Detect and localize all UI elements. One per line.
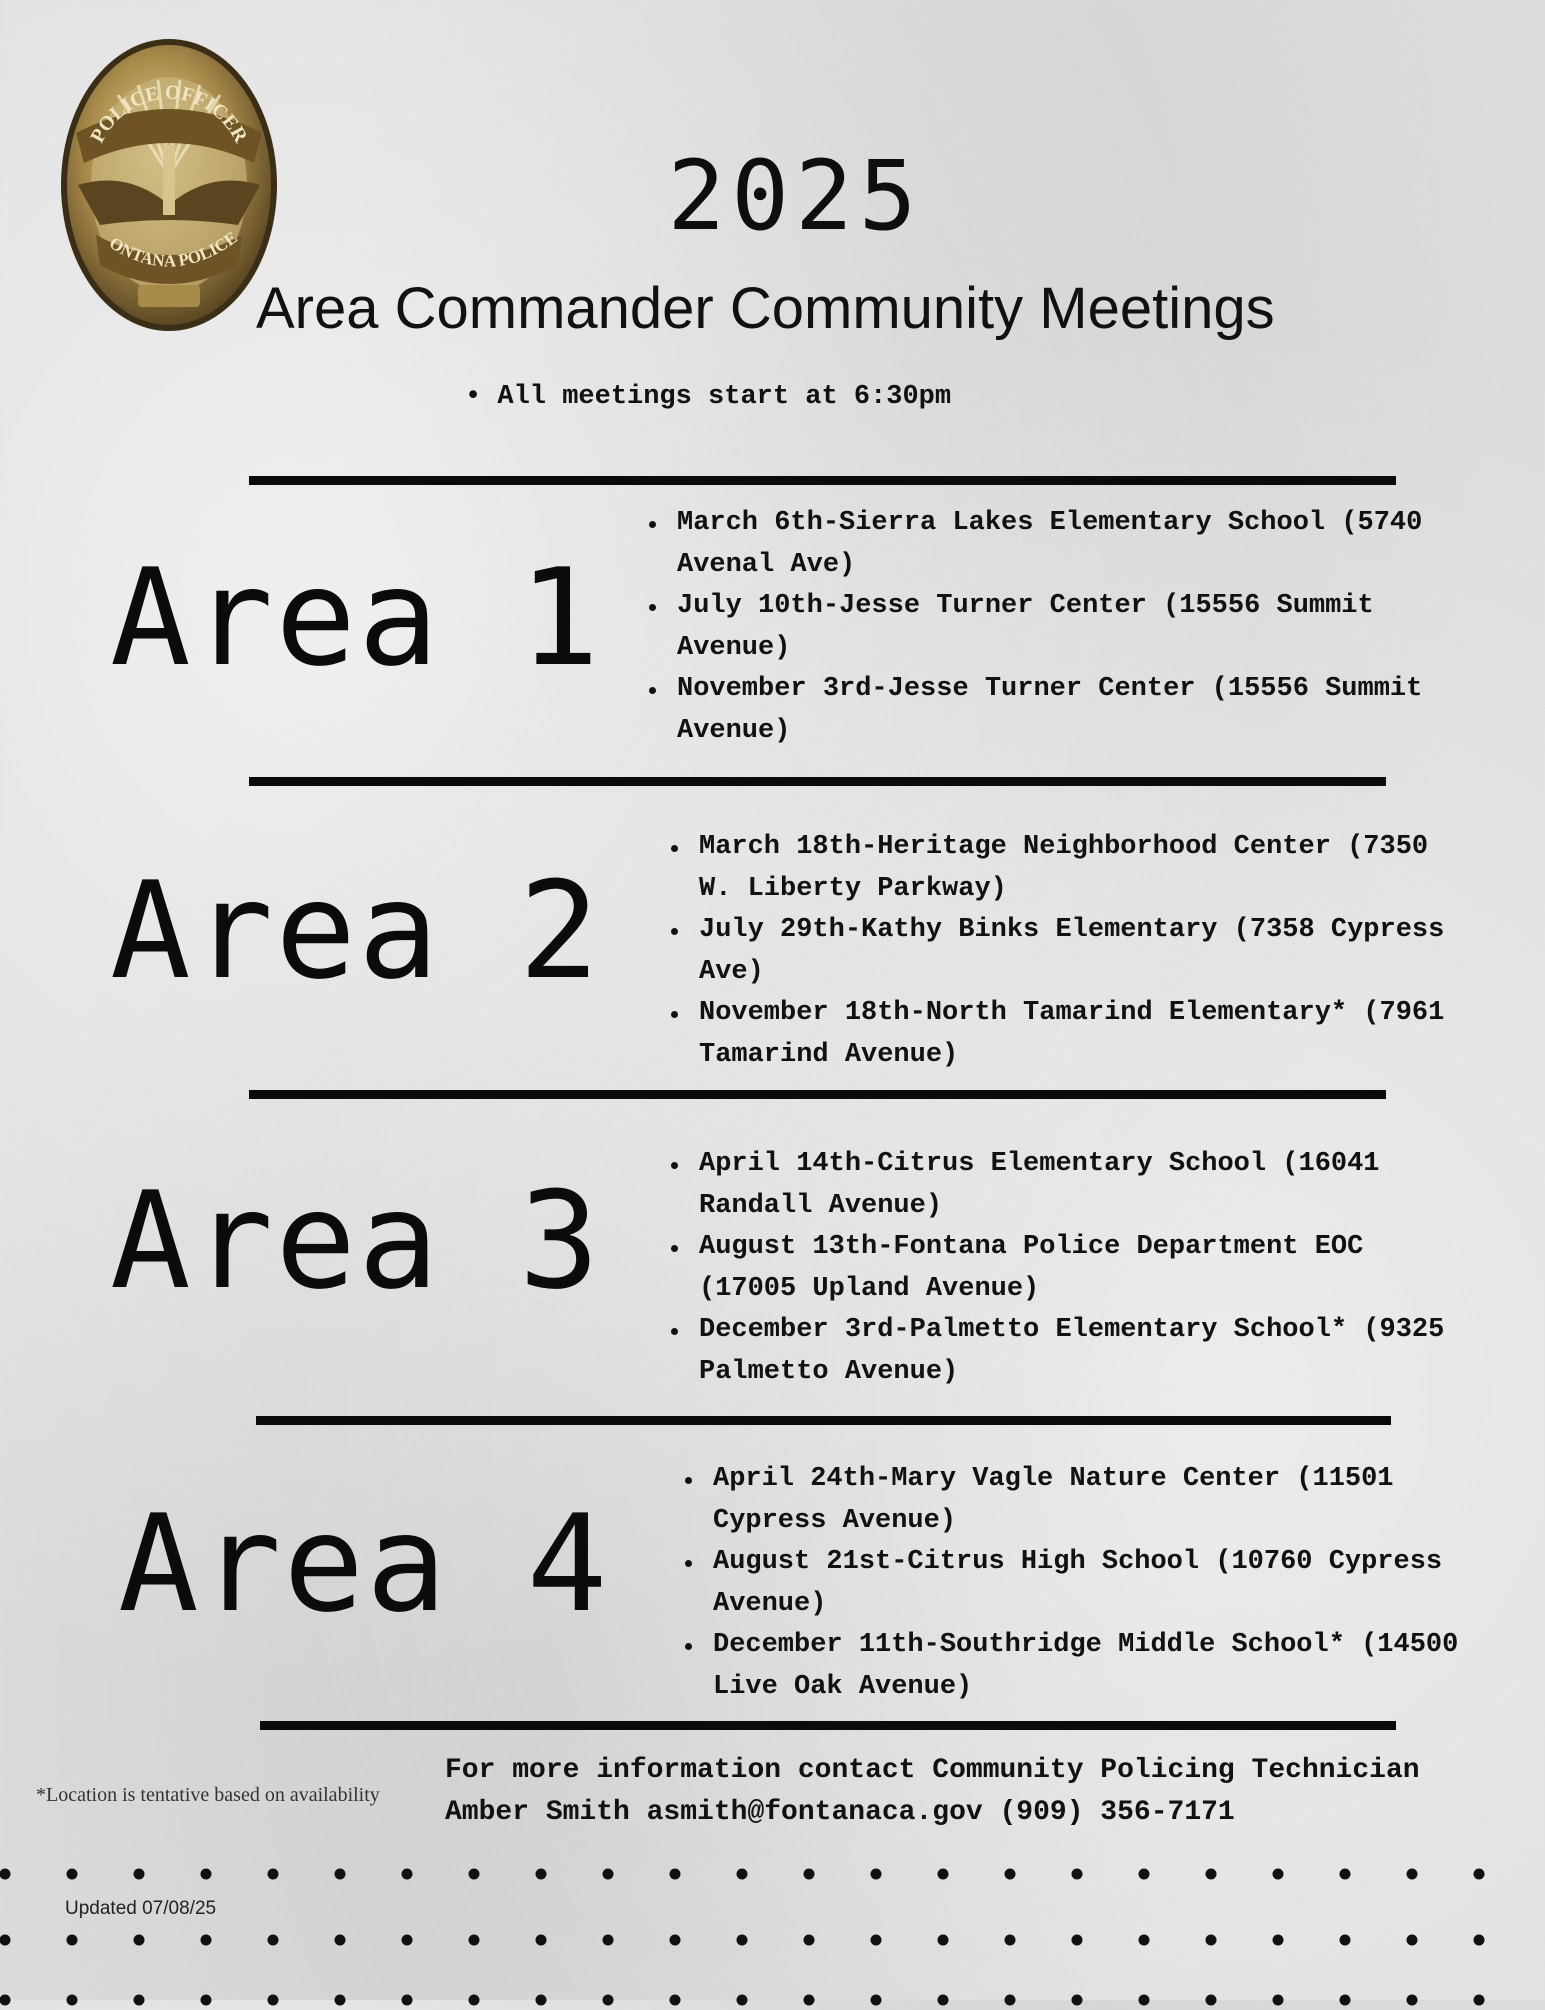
decorative-dot [737, 1935, 748, 1946]
decorative-dot [134, 1935, 145, 1946]
decorative-dot [871, 1869, 882, 1880]
list-item: December 11th-Southridge Middle School* (14500 Live Oak Avenue) [681, 1625, 1471, 1708]
decorative-dot [603, 1995, 614, 2006]
decorative-dot [268, 1995, 279, 2006]
decorative-dot [402, 1995, 413, 2006]
decorative-dot [1072, 1935, 1083, 1946]
contact-info [445, 1750, 1515, 1834]
decorative-dot [0, 1935, 11, 1946]
updated-date: Updated 07/08/25 [65, 1898, 217, 1919]
list-item: April 14th-Citrus Elementary School (16041 Randall Avenue) [667, 1144, 1467, 1227]
decorative-dot [1206, 1995, 1217, 2006]
area-label: Area [110, 1163, 441, 1319]
area-label: Area [118, 1486, 449, 1642]
year-heading: 2025 [667, 140, 923, 252]
list-item: April 24th-Mary Vagle Nature Center (11501 Cypress Avenue) [681, 1459, 1471, 1542]
decorative-dot [335, 1995, 346, 2006]
area-3-heading [110, 1163, 601, 1319]
decorative-dot [1340, 1935, 1351, 1946]
decorative-dot [1206, 1869, 1217, 1880]
meeting-time-note [465, 382, 951, 412]
decorative-dot [1474, 1995, 1485, 2006]
decorative-dot [268, 1935, 279, 1946]
area-number: 4 [526, 1486, 610, 1642]
decorative-dot [938, 1935, 949, 1946]
contact-line-1: For more information contact Community Policing Technician [445, 1755, 1420, 1786]
decorative-dot [268, 1869, 279, 1880]
decorative-dot [1340, 1995, 1351, 2006]
decorative-dot [1005, 1995, 1016, 2006]
area-number: 2 [518, 853, 602, 1009]
decorative-dot [1474, 1869, 1485, 1880]
area-2-heading [110, 853, 601, 1009]
decorative-dot [134, 1869, 145, 1880]
area-4-meetings [681, 1459, 1471, 1708]
contact-line-2: Amber Smith asmith@fontanaca.gov (909) 356-7171 [445, 1797, 1235, 1828]
decorative-dot [469, 1869, 480, 1880]
page-title: Area Commander Community Meetings [256, 276, 1275, 341]
decorative-dot [201, 1869, 212, 1880]
tentative-location-footnote: *Location is tentative based on availability [36, 1784, 380, 1806]
decorative-dot [1273, 1869, 1284, 1880]
decorative-dot [1474, 1935, 1485, 1946]
decorative-dot [1340, 1869, 1351, 1880]
list-item: July 29th-Kathy Binks Elementary (7358 Cypress Ave) [667, 910, 1457, 993]
decorative-dot [0, 1995, 11, 2006]
decorative-dot [1139, 1995, 1150, 2006]
decorative-dot [536, 1869, 547, 1880]
list-item: July 10th-Jesse Turner Center (15556 Summit Avenue) [645, 586, 1435, 669]
list-item: December 3rd-Palmetto Elementary School* (9325 Palmetto Avenue) [667, 1310, 1467, 1393]
dot-row-divider [0, 1930, 1545, 1950]
decorative-dot [335, 1869, 346, 1880]
decorative-dot [938, 1869, 949, 1880]
decorative-dot [871, 1935, 882, 1946]
decorative-dot [1139, 1869, 1150, 1880]
list-item: November 18th-North Tamarind Elementary* (7961 Tamarind Avenue) [667, 993, 1457, 1076]
decorative-dot [938, 1995, 949, 2006]
area-3-meetings [667, 1144, 1467, 1393]
decorative-dot [603, 1869, 614, 1880]
decorative-dot [1407, 1935, 1418, 1946]
decorative-dot [737, 1995, 748, 2006]
decorative-dot [201, 1995, 212, 2006]
dot-row-divider [0, 1990, 1545, 2010]
decorative-dot [536, 1935, 547, 1946]
list-item: March 18th-Heritage Neighborhood Center (7350 W. Liberty Parkway) [667, 827, 1457, 910]
decorative-dot [67, 1995, 78, 2006]
decorative-dot [1273, 1995, 1284, 2006]
decorative-dot [804, 1935, 815, 1946]
decorative-dot [536, 1995, 547, 2006]
decorative-dot [1072, 1869, 1083, 1880]
decorative-dot [603, 1935, 614, 1946]
decorative-dot [201, 1935, 212, 1946]
list-item: August 13th-Fontana Police Department EOC (17005 Upland Avenue) [667, 1227, 1467, 1310]
area-1-heading [110, 540, 601, 696]
area-1-meetings [645, 503, 1435, 752]
decorative-dot [1139, 1935, 1150, 1946]
decorative-dot [469, 1995, 480, 2006]
decorative-dot [402, 1935, 413, 1946]
decorative-dot [1206, 1935, 1217, 1946]
decorative-dot [67, 1935, 78, 1946]
badge-bottom-text: ONTANA POLICE [106, 227, 241, 271]
decorative-dot [871, 1995, 882, 2006]
decorative-dot [0, 1869, 11, 1880]
decorative-dot [1005, 1869, 1016, 1880]
decorative-dot [804, 1869, 815, 1880]
list-item: March 6th-Sierra Lakes Elementary School (5740 Avenal Ave) [645, 503, 1435, 586]
decorative-dot [134, 1995, 145, 2006]
decorative-dot [469, 1935, 480, 1946]
decorative-dot [670, 1869, 681, 1880]
meeting-time-note-text: • All meetings start at 6:30pm [465, 382, 951, 412]
area-number: 1 [518, 540, 602, 696]
area-label: Area [110, 540, 441, 696]
decorative-dot [670, 1935, 681, 1946]
decorative-dot [1072, 1995, 1083, 2006]
divider-rule [249, 476, 1396, 485]
area-number: 3 [518, 1163, 602, 1319]
divider-rule [249, 777, 1386, 786]
area-label: Area [110, 853, 441, 1009]
area-4-heading [118, 1486, 609, 1642]
decorative-dot [670, 1995, 681, 2006]
divider-rule [249, 1090, 1386, 1099]
list-item: August 21st-Citrus High School (10760 Cypress Avenue) [681, 1542, 1471, 1625]
area-2-meetings [667, 827, 1457, 1076]
divider-rule [256, 1416, 1391, 1425]
divider-rule [260, 1721, 1396, 1730]
decorative-dot [1407, 1869, 1418, 1880]
decorative-dot [1005, 1935, 1016, 1946]
decorative-dot [804, 1995, 815, 2006]
decorative-dot [402, 1869, 413, 1880]
decorative-dot [67, 1869, 78, 1880]
dot-row-divider [0, 1864, 1545, 1884]
decorative-dot [737, 1869, 748, 1880]
decorative-dot [1407, 1995, 1418, 2006]
list-item: November 3rd-Jesse Turner Center (15556 Summit Avenue) [645, 669, 1435, 752]
badge-top-text: POLICE OFFICER [86, 81, 252, 147]
decorative-dot [335, 1935, 346, 1946]
decorative-dot [1273, 1935, 1284, 1946]
